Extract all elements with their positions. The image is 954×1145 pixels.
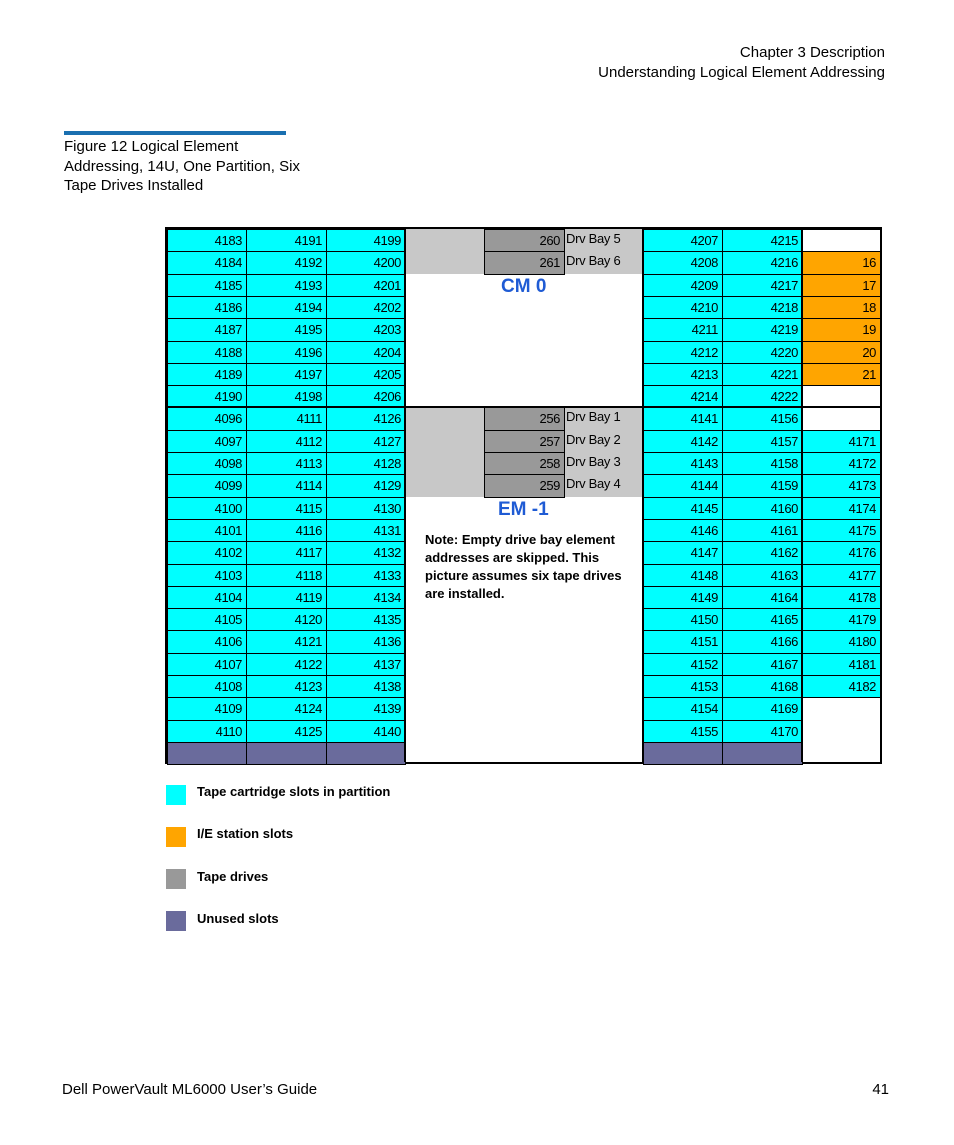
cartridge-slot: 4221 <box>722 363 803 386</box>
footer-page-number: 41 <box>872 1081 889 1098</box>
cartridge-slot: 4106 <box>167 630 247 654</box>
cartridge-slot: 4120 <box>246 608 327 631</box>
cartridge-slot: 4172 <box>802 452 881 475</box>
cartridge-slot: 4155 <box>643 720 723 743</box>
cartridge-slot: 4206 <box>326 385 406 408</box>
empty-slot <box>802 229 881 252</box>
cartridge-slot: 4116 <box>246 519 327 542</box>
figure-caption: Figure 12 Logical Element Addressing, 14U, One Partition, Six Tape Drives Installed <box>64 138 300 194</box>
cartridge-slot: 4153 <box>643 675 723 698</box>
cartridge-slot: 4193 <box>246 274 327 297</box>
cartridge-slot: 4220 <box>722 341 803 364</box>
cartridge-slot: 4127 <box>326 430 406 453</box>
header-chapter: Chapter 3 Description <box>739 44 885 61</box>
cartridge-slot: 4174 <box>802 497 881 520</box>
cartridge-slot: 4121 <box>246 630 327 654</box>
cartridge-slot: 4204 <box>326 341 406 364</box>
legend-label-unused: Unused slots <box>197 911 279 926</box>
unused-slot <box>643 742 723 765</box>
cartridge-slot: 4137 <box>326 653 406 676</box>
cartridge-slot: 4187 <box>167 318 247 342</box>
cartridge-slot: 4110 <box>167 720 247 743</box>
ie-station-slot: 19 <box>802 318 881 342</box>
ie-station-slot: 21 <box>802 363 881 386</box>
cartridge-slot: 4205 <box>326 363 406 386</box>
cartridge-slot: 4188 <box>167 341 247 364</box>
cartridge-slot: 4181 <box>802 653 881 676</box>
ie-station-slot: 17 <box>802 274 881 297</box>
cartridge-slot: 4123 <box>246 675 327 698</box>
cartridge-slot: 4191 <box>246 229 327 252</box>
cartridge-slot: 4222 <box>722 385 803 408</box>
header-section: Understanding Logical Element Addressing <box>598 64 885 81</box>
cartridge-slot: 4169 <box>722 697 803 721</box>
unused-slot <box>246 742 327 765</box>
tape-drive-address: 260 <box>484 229 565 252</box>
cartridge-slot: 4194 <box>246 296 327 319</box>
cartridge-slot: 4102 <box>167 541 247 565</box>
cartridge-slot: 4177 <box>802 564 881 587</box>
drive-bay-label: Drv Bay 2 <box>566 432 621 447</box>
cartridge-slot: 4133 <box>326 564 406 587</box>
drive-bay-label: Drv Bay 1 <box>566 409 621 424</box>
cartridge-slot: 4160 <box>722 497 803 520</box>
cartridge-slot: 4138 <box>326 675 406 698</box>
cartridge-slot: 4217 <box>722 274 803 297</box>
cartridge-slot: 4149 <box>643 586 723 609</box>
cartridge-slot: 4113 <box>246 452 327 475</box>
cartridge-slot: 4148 <box>643 564 723 587</box>
cartridge-slot: 4131 <box>326 519 406 542</box>
unused-slot <box>167 742 247 765</box>
cartridge-slot: 4143 <box>643 452 723 475</box>
ie-station-slot: 16 <box>802 251 881 275</box>
cartridge-slot: 4203 <box>326 318 406 342</box>
legend-swatch-ie-station <box>166 827 186 847</box>
cartridge-slot: 4214 <box>643 385 723 408</box>
cartridge-slot: 4105 <box>167 608 247 631</box>
tape-drive-address: 259 <box>484 474 565 498</box>
cartridge-slot: 4122 <box>246 653 327 676</box>
cartridge-slot: 4099 <box>167 474 247 498</box>
module-label-cm0: CM 0 <box>501 276 547 297</box>
ie-column-border <box>801 229 803 762</box>
cartridge-slot: 4119 <box>246 586 327 609</box>
cartridge-slot: 4170 <box>722 720 803 743</box>
drive-bay-label: Drv Bay 3 <box>566 454 621 469</box>
cartridge-slot: 4219 <box>722 318 803 342</box>
cartridge-slot: 4144 <box>643 474 723 498</box>
cartridge-slot: 4154 <box>643 697 723 721</box>
cartridge-slot: 4130 <box>326 497 406 520</box>
cartridge-slot: 4098 <box>167 452 247 475</box>
cartridge-slot: 4173 <box>802 474 881 498</box>
cartridge-slot: 4134 <box>326 586 406 609</box>
cartridge-slot: 4096 <box>167 407 247 431</box>
unused-slot <box>722 742 803 765</box>
drive-bay-label: Drv Bay 5 <box>566 231 621 246</box>
cartridge-slot: 4108 <box>167 675 247 698</box>
cartridge-slot: 4189 <box>167 363 247 386</box>
empty-bay-note: Note: Empty drive bay element addresses are skipped. This picture assumes six tape drives are installed. <box>425 532 622 601</box>
cartridge-slot: 4151 <box>643 630 723 654</box>
cartridge-slot: 4213 <box>643 363 723 386</box>
cartridge-slot: 4183 <box>167 229 247 252</box>
legend-label-cartridge: Tape cartridge slots in partition <box>197 784 391 799</box>
unused-slot <box>326 742 406 765</box>
cartridge-slot: 4150 <box>643 608 723 631</box>
cartridge-slot: 4115 <box>246 497 327 520</box>
cartridge-slot: 4165 <box>722 608 803 631</box>
drive-bay-label: Drv Bay 6 <box>566 253 621 268</box>
cartridge-slot: 4198 <box>246 385 327 408</box>
legend-label-ie-station: I/E station slots <box>197 826 294 841</box>
cartridge-slot: 4136 <box>326 630 406 654</box>
cartridge-slot: 4147 <box>643 541 723 565</box>
empty-slot <box>802 407 881 431</box>
cartridge-slot: 4201 <box>326 274 406 297</box>
cartridge-slot: 4200 <box>326 251 406 275</box>
cartridge-slot: 4117 <box>246 541 327 565</box>
cartridge-slot: 4215 <box>722 229 803 252</box>
cartridge-slot: 4218 <box>722 296 803 319</box>
right-section-border <box>642 229 644 762</box>
cartridge-slot: 4156 <box>722 407 803 431</box>
cartridge-slot: 4125 <box>246 720 327 743</box>
legend-swatch-drive <box>166 869 186 889</box>
cartridge-slot: 4209 <box>643 274 723 297</box>
cartridge-slot: 4178 <box>802 586 881 609</box>
cartridge-slot: 4114 <box>246 474 327 498</box>
cartridge-slot: 4199 <box>326 229 406 252</box>
drive-bay-label: Drv Bay 4 <box>566 476 621 491</box>
cartridge-slot: 4101 <box>167 519 247 542</box>
tape-drive-address: 261 <box>484 251 565 275</box>
legend-swatch-cartridge <box>166 785 186 805</box>
cartridge-slot: 4190 <box>167 385 247 408</box>
cartridge-slot: 4145 <box>643 497 723 520</box>
module-divider <box>167 406 880 408</box>
cartridge-slot: 4207 <box>643 229 723 252</box>
cartridge-slot: 4212 <box>643 341 723 364</box>
cartridge-slot: 4135 <box>326 608 406 631</box>
cartridge-slot: 4166 <box>722 630 803 654</box>
cartridge-slot: 4171 <box>802 430 881 453</box>
cartridge-slot: 4179 <box>802 608 881 631</box>
tape-drive-address: 258 <box>484 452 565 475</box>
cartridge-slot: 4157 <box>722 430 803 453</box>
cartridge-slot: 4126 <box>326 407 406 431</box>
cartridge-slot: 4182 <box>802 675 881 698</box>
cartridge-slot: 4107 <box>167 653 247 676</box>
cartridge-slot: 4168 <box>722 675 803 698</box>
cartridge-slot: 4216 <box>722 251 803 275</box>
cartridge-slot: 4184 <box>167 251 247 275</box>
legend-swatch-unused <box>166 911 186 931</box>
cartridge-slot: 4202 <box>326 296 406 319</box>
ie-station-slot: 18 <box>802 296 881 319</box>
footer-title: Dell PowerVault ML6000 User’s Guide <box>62 1081 318 1098</box>
module-label-em1: EM -1 <box>498 499 549 520</box>
cartridge-slot: 4197 <box>246 363 327 386</box>
cartridge-slot: 4208 <box>643 251 723 275</box>
cartridge-slot: 4161 <box>722 519 803 542</box>
cartridge-slot: 4158 <box>722 452 803 475</box>
cartridge-slot: 4104 <box>167 586 247 609</box>
cartridge-slot: 4175 <box>802 519 881 542</box>
cartridge-slot: 4097 <box>167 430 247 453</box>
cartridge-slot: 4132 <box>326 541 406 565</box>
legend-label-drive: Tape drives <box>197 869 269 884</box>
empty-slot <box>802 385 881 408</box>
cartridge-slot: 4109 <box>167 697 247 721</box>
cartridge-slot: 4162 <box>722 541 803 565</box>
cartridge-slot: 4196 <box>246 341 327 364</box>
ie-station-slot: 20 <box>802 341 881 364</box>
cartridge-slot: 4163 <box>722 564 803 587</box>
cartridge-slot: 4195 <box>246 318 327 342</box>
cartridge-slot: 4152 <box>643 653 723 676</box>
cartridge-slot: 4128 <box>326 452 406 475</box>
cartridge-slot: 4112 <box>246 430 327 453</box>
cartridge-slot: 4129 <box>326 474 406 498</box>
cartridge-slot: 4103 <box>167 564 247 587</box>
cartridge-slot: 4141 <box>643 407 723 431</box>
cartridge-slot: 4186 <box>167 296 247 319</box>
cartridge-slot: 4124 <box>246 697 327 721</box>
cartridge-slot: 4159 <box>722 474 803 498</box>
cartridge-slot: 4139 <box>326 697 406 721</box>
left-section-border <box>404 229 406 762</box>
cartridge-slot: 4211 <box>643 318 723 342</box>
tape-drive-address: 257 <box>484 430 565 453</box>
cartridge-slot: 4176 <box>802 541 881 565</box>
cartridge-slot: 4185 <box>167 274 247 297</box>
tape-drive-address: 256 <box>484 407 565 431</box>
cartridge-slot: 4167 <box>722 653 803 676</box>
cartridge-slot: 4111 <box>246 407 327 431</box>
cartridge-slot: 4146 <box>643 519 723 542</box>
cartridge-slot: 4180 <box>802 630 881 654</box>
cartridge-slot: 4100 <box>167 497 247 520</box>
cartridge-slot: 4192 <box>246 251 327 275</box>
cartridge-slot: 4210 <box>643 296 723 319</box>
cartridge-slot: 4118 <box>246 564 327 587</box>
cartridge-slot: 4164 <box>722 586 803 609</box>
cartridge-slot: 4140 <box>326 720 406 743</box>
cartridge-slot: 4142 <box>643 430 723 453</box>
caption-rule <box>64 131 286 135</box>
